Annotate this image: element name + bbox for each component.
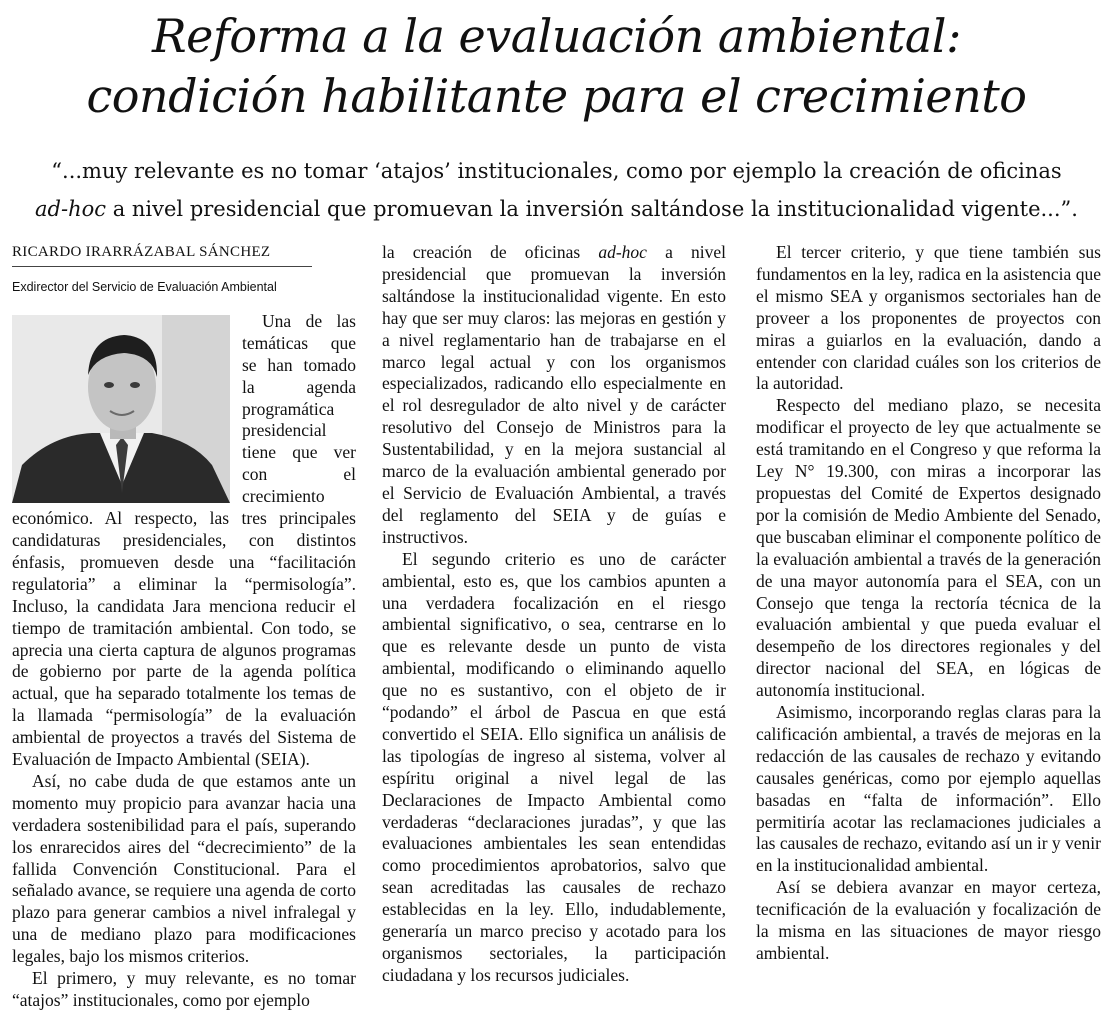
paragraph: Respecto del mediano plazo, se necesita modificar el proyecto de ley que actualmente se está tramitando en el Congreso y que reforma la Ley N° 19.300, con miras a incorporar las propuestas del Comité de Expertos designado por la comisión de Medio Ambiente del Senado, que buscaban eliminar el componente político de la evaluación ambiental a través de la generación de una mayor autonomía para el SEA, con un Consejo que tenga la rectoría técnica de la evaluación ambiental y que pueda evaluar el desempeño de los directores regionales y del director nacional del SEA, en lógicas de autonomía institucional. [756, 395, 1101, 701]
paragraph [382, 242, 726, 549]
paragraph-text: a nivel presidencial que promuevan la inversión saltándose la institucionalidad vigente. En esto hay que ser muy claros: las mejoras en gestión y a nivel reglamentario han de trabajarse en el marco legal actual y con los organismos especializados, radicando ello especialmente en el rol desregulador de alto nivel y de carácter resolutivo del Consejo de Ministros para la Sustentabilidad, y en la mejora sustancial al marco de la evaluación ambiental generado por el Servicio de Evaluación Ambiental, a través del reglamento del SEIA y de guías e instructivos. [382, 242, 726, 547]
paragraph: Asimismo, incorporando reglas claras para la calificación ambiental, a través de mejoras en la redacción de las causales de rechazo y evitando causales genéricas, como por ejemplo aquellas basadas en “falta de información”. Ello permitiría acotar las reclamaciones judiciales a las causales de rechazo, evitando así un ir y venir en la institucionalidad ambiental. [756, 702, 1102, 876]
paragraph: El segundo criterio es uno de carácter ambiental, esto es, que los cambios apunten a una verdadera focalización en el riesgo ambiental significativo, o sea, centrarse en lo que es relevante desde un punto de vista ambiental, modificando o eliminando aquello que no es sustantivo, con el objeto de ir “podando” el árbol de Pascua en que está convertido el SEIA. Ello significa un análisis de las tipologías de ingreso al sistema, volver al espíritu original a nivel legal de las Declaraciones de Impacto Ambiental como verdaderas “declaraciones juradas”, y que las evaluaciones ambientales les sean entendidas como procedimientos aprobatorios, salvo que sean acreditadas las causales de rechazo establecidas en la ley. Ello, indudablemente, generaría un marco preciso y acotado para los organismos sectoriales, la participación ciudadana y los recursos judiciales. [382, 548, 726, 985]
paragraph-emphasis: ad-hoc [598, 242, 647, 262]
pull-quote [0, 152, 1113, 228]
paragraph-text: la creación de oficinas [382, 242, 599, 262]
paragraph: Así se debiera avanzar en mayor certeza, tecnificación de la evaluación y focalización de la misma en las situaciones de mayor riesgo ambiental. [756, 877, 1101, 963]
author-role: Exdirector del Servicio de Evaluación Ambiental [12, 279, 277, 294]
paragraph: El primero, y muy relevante, es no tomar “atajos” institucionales, como por ejemplo [12, 968, 356, 1010]
paragraph: El tercer criterio, y que tiene también sus fundamentos en la ley, radica en la asistencia que el mismo SEA y organismos sectoriales han de proveer a los proponentes de proyectos con miras a guiarlos en la evaluación, dando a entender con claridad cuáles son los criterios de la autoridad. [756, 242, 1101, 394]
quote-line-1: “...muy relevante es no tomar ‘atajos’ institucionales, como por ejemplo la creación de oficinas [51, 159, 1062, 183]
column-1 [12, 240, 356, 1010]
title-line-1: Reforma a la evaluación ambiental: [151, 9, 962, 63]
paragraph-text: Una de las temáticas que se han tomado la agenda programática presidencial tiene que ver con el crecimiento económico. Al respecto, las tres principales candidaturas presidenciales, con distintos énfasis, promueven desde una “facilitación regulatoria” a eliminar la “permisología”. Incluso, la candidata Jara menciona reducir el tiempo de tramitación ambiental. Con todo, se aprecia una cierta captura de algunos programas de gobierno por parte de la agenda política actual, que ha separado totalmente los temas de la llamada “permisología” de la evaluación ambiental de proyectos a través del Sistema de Evaluación de Impacto Ambiental (SEIA). [12, 310, 356, 770]
title-line-2: condición habilitante para el crecimiento [86, 69, 1027, 123]
portrait-image [12, 315, 230, 503]
quote-line-2-text: a nivel presidencial que promuevan la inversión saltándose la institucionalidad vigente...”. [106, 197, 1078, 221]
author-name: RICARDO IRARRÁZABAL SÁNCHEZ [12, 242, 312, 267]
column-2 [382, 242, 726, 988]
paragraph [12, 311, 356, 771]
paragraph: Así, no cabe duda de que estamos ante un momento muy propicio para avanzar hacia una verdadera sostenibilidad para el país, superando los enrarecidos aires del “decrecimiento” de la fallida Convención Constitucional. Para el señalado avance, se requiere una agenda de corto plazo para generar cambios a nivel infralegal y una de mediano plazo para modificaciones legales, bajo los mismos criterios. [12, 770, 356, 967]
column-3 [756, 242, 1101, 988]
article-title [0, 6, 1113, 126]
quote-emphasis: ad-hoc [35, 197, 107, 221]
quote-line-2 [0, 190, 1113, 228]
author-photo [12, 315, 230, 503]
